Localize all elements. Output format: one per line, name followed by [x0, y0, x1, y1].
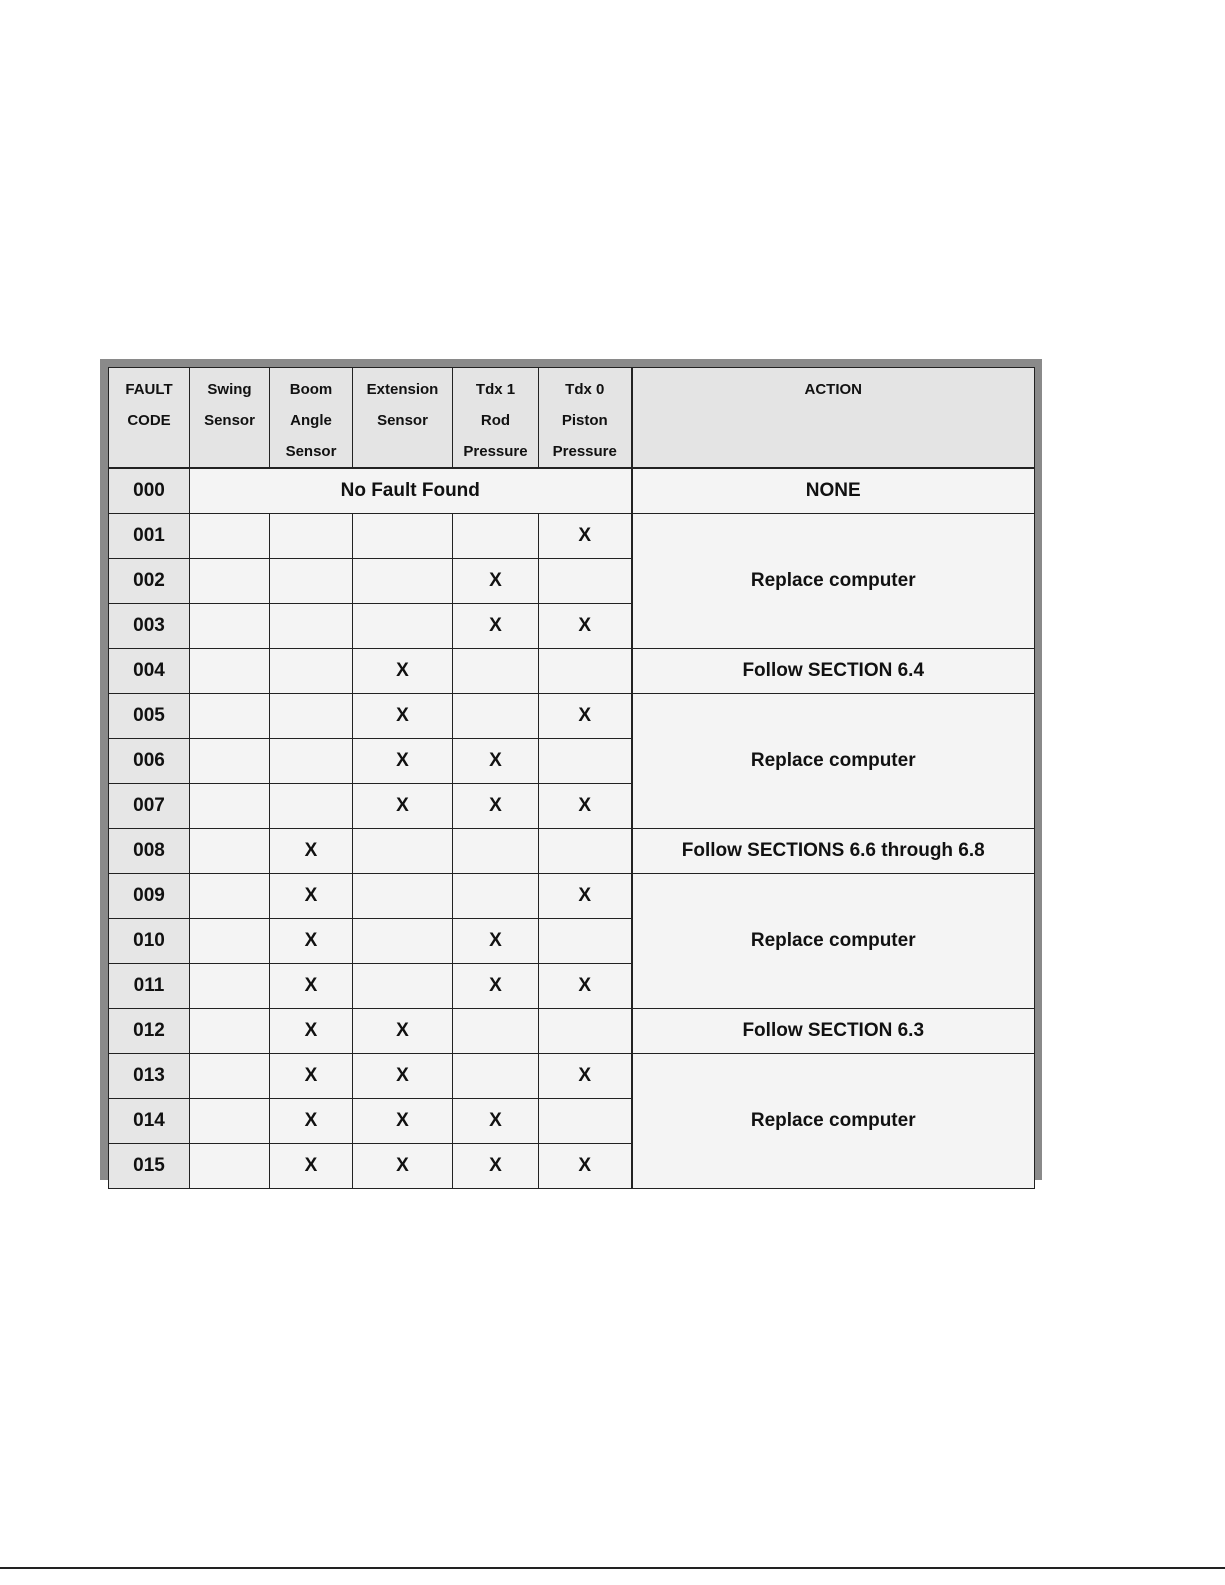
- tdx0-piston-pressure-cell: X: [539, 694, 632, 739]
- swing-sensor-cell: [190, 784, 270, 829]
- extension-sensor-header: [353, 368, 453, 469]
- extension-sensor-cell: X: [353, 1054, 453, 1099]
- boom-angle-sensor-cell: X: [270, 1054, 353, 1099]
- swing-sensor-cell: [190, 604, 270, 649]
- header-line: Sensor: [377, 412, 428, 429]
- fault-code-cell: 003: [109, 604, 190, 649]
- tdx1-rod-pressure-cell: X: [453, 739, 539, 784]
- header-line: Pressure: [463, 443, 528, 460]
- extension-sensor-cell: [353, 919, 453, 964]
- boom-angle-sensor-cell: [270, 649, 353, 694]
- header-line: Rod: [480, 412, 511, 429]
- fault-code-cell: 001: [109, 514, 190, 559]
- tdx1-rod-pressure-cell: [453, 1009, 539, 1054]
- swing-sensor-cell: [190, 739, 270, 784]
- swing-sensor-cell: [190, 874, 270, 919]
- fault-code-header: [109, 368, 190, 469]
- table-row: [109, 514, 1035, 559]
- extension-sensor-cell: X: [353, 1099, 453, 1144]
- fault-code-cell: 015: [109, 1144, 190, 1189]
- table-row: [109, 1009, 1035, 1054]
- boom-angle-sensor-cell: X: [270, 919, 353, 964]
- header-line: Swing: [207, 381, 252, 398]
- header-line: Tdx 1: [475, 381, 516, 398]
- action-cell: Replace computer: [632, 874, 1035, 1009]
- extension-sensor-cell: X: [353, 649, 453, 694]
- tdx0-piston-pressure-cell: X: [539, 514, 632, 559]
- action-cell: Replace computer: [632, 514, 1035, 649]
- swing-sensor-cell: [190, 964, 270, 1009]
- header-line: Tdx 0: [565, 381, 605, 398]
- extension-sensor-cell: [353, 559, 453, 604]
- table-row: [109, 829, 1035, 874]
- table-body: [109, 468, 1035, 1189]
- extension-sensor-cell: [353, 964, 453, 1009]
- swing-sensor-cell: [190, 919, 270, 964]
- boom-angle-sensor-header: [270, 368, 353, 469]
- swing-sensor-cell: [190, 1009, 270, 1054]
- tdx1-rod-pressure-cell: X: [453, 919, 539, 964]
- header-line: Boom: [289, 381, 333, 398]
- boom-angle-sensor-cell: X: [270, 829, 353, 874]
- swing-sensor-cell: [190, 649, 270, 694]
- header-line: Extension: [366, 381, 439, 398]
- boom-angle-sensor-cell: X: [270, 964, 353, 1009]
- page-bottom-rule: [0, 1567, 1225, 1569]
- tdx1-rod-pressure-header: [453, 368, 539, 469]
- table-row: [109, 649, 1035, 694]
- fault-table-frame: [100, 359, 1042, 1180]
- extension-sensor-cell: [353, 604, 453, 649]
- tdx1-rod-pressure-cell: [453, 874, 539, 919]
- fault-code-cell: 011: [109, 964, 190, 1009]
- tdx0-piston-pressure-cell: X: [539, 1054, 632, 1099]
- tdx0-piston-pressure-cell: X: [539, 784, 632, 829]
- tdx0-piston-pressure-cell: [539, 1009, 632, 1054]
- boom-angle-sensor-cell: X: [270, 1144, 353, 1189]
- boom-angle-sensor-cell: X: [270, 1099, 353, 1144]
- fault-code-cell: 005: [109, 694, 190, 739]
- table-row: [109, 874, 1035, 919]
- fault-code-cell: 014: [109, 1099, 190, 1144]
- fault-code-cell: 009: [109, 874, 190, 919]
- table-row: [109, 694, 1035, 739]
- action-cell: Replace computer: [632, 694, 1035, 829]
- extension-sensor-cell: [353, 874, 453, 919]
- swing-sensor-cell: [190, 694, 270, 739]
- tdx0-piston-pressure-cell: [539, 559, 632, 604]
- tdx0-piston-pressure-cell: [539, 649, 632, 694]
- tdx1-rod-pressure-cell: X: [453, 1099, 539, 1144]
- tdx1-rod-pressure-cell: [453, 1054, 539, 1099]
- header-line: FAULT: [125, 381, 173, 398]
- boom-angle-sensor-cell: [270, 694, 353, 739]
- no-fault-cell: No Fault Found: [190, 468, 632, 514]
- action-cell: Follow SECTION 6.3: [632, 1009, 1035, 1054]
- extension-sensor-cell: X: [353, 739, 453, 784]
- swing-sensor-cell: [190, 514, 270, 559]
- tdx0-piston-pressure-cell: X: [539, 874, 632, 919]
- header-row: [109, 368, 1035, 469]
- action-cell: Replace computer: [632, 1054, 1035, 1189]
- header-line: Pressure: [552, 443, 617, 460]
- boom-angle-sensor-cell: [270, 784, 353, 829]
- tdx1-rod-pressure-cell: [453, 649, 539, 694]
- header-line: Angle: [290, 412, 332, 429]
- tdx0-piston-pressure-cell: X: [539, 1144, 632, 1189]
- swing-sensor-cell: [190, 829, 270, 874]
- header-line: Piston: [561, 412, 608, 429]
- fault-code-table: [108, 367, 1035, 1189]
- fault-code-cell: 007: [109, 784, 190, 829]
- extension-sensor-cell: X: [353, 1144, 453, 1189]
- tdx0-piston-pressure-cell: [539, 739, 632, 784]
- fault-code-cell: 010: [109, 919, 190, 964]
- tdx1-rod-pressure-cell: X: [453, 964, 539, 1009]
- tdx1-rod-pressure-cell: X: [453, 1144, 539, 1189]
- fault-code-cell: 000: [109, 468, 190, 514]
- swing-sensor-cell: [190, 1054, 270, 1099]
- tdx0-piston-pressure-cell: [539, 1099, 632, 1144]
- tdx1-rod-pressure-cell: [453, 514, 539, 559]
- tdx1-rod-pressure-cell: X: [453, 604, 539, 649]
- table-row-no-fault: [109, 468, 1035, 514]
- tdx0-piston-pressure-cell: [539, 829, 632, 874]
- swing-sensor-cell: [190, 559, 270, 604]
- tdx0-piston-pressure-header: [539, 368, 632, 469]
- tdx1-rod-pressure-cell: [453, 829, 539, 874]
- fault-code-cell: 002: [109, 559, 190, 604]
- swing-sensor-cell: [190, 1099, 270, 1144]
- swing-sensor-header: [190, 368, 270, 469]
- action-cell: Follow SECTION 6.4: [632, 649, 1035, 694]
- extension-sensor-cell: [353, 514, 453, 559]
- tdx0-piston-pressure-cell: X: [539, 604, 632, 649]
- header-line: Sensor: [285, 443, 337, 460]
- tdx1-rod-pressure-cell: [453, 694, 539, 739]
- tdx0-piston-pressure-cell: [539, 919, 632, 964]
- extension-sensor-cell: [353, 829, 453, 874]
- table-row: [109, 1054, 1035, 1099]
- header-line: Sensor: [204, 412, 255, 429]
- extension-sensor-cell: X: [353, 1009, 453, 1054]
- tdx1-rod-pressure-cell: X: [453, 559, 539, 604]
- header-line: ACTION: [804, 381, 862, 398]
- extension-sensor-cell: X: [353, 784, 453, 829]
- fault-code-cell: 006: [109, 739, 190, 784]
- header-line: CODE: [127, 412, 171, 429]
- boom-angle-sensor-cell: [270, 739, 353, 784]
- fault-code-cell: 004: [109, 649, 190, 694]
- tdx1-rod-pressure-cell: X: [453, 784, 539, 829]
- boom-angle-sensor-cell: X: [270, 874, 353, 919]
- boom-angle-sensor-cell: [270, 514, 353, 559]
- action-cell: Follow SECTIONS 6.6 through 6.8: [632, 829, 1035, 874]
- swing-sensor-cell: [190, 1144, 270, 1189]
- boom-angle-sensor-cell: [270, 559, 353, 604]
- tdx0-piston-pressure-cell: X: [539, 964, 632, 1009]
- extension-sensor-cell: X: [353, 694, 453, 739]
- boom-angle-sensor-cell: [270, 604, 353, 649]
- fault-code-cell: 013: [109, 1054, 190, 1099]
- boom-angle-sensor-cell: X: [270, 1009, 353, 1054]
- fault-code-cell: 008: [109, 829, 190, 874]
- action-header: [632, 368, 1035, 469]
- fault-code-cell: 012: [109, 1009, 190, 1054]
- action-cell-none: NONE: [632, 468, 1035, 514]
